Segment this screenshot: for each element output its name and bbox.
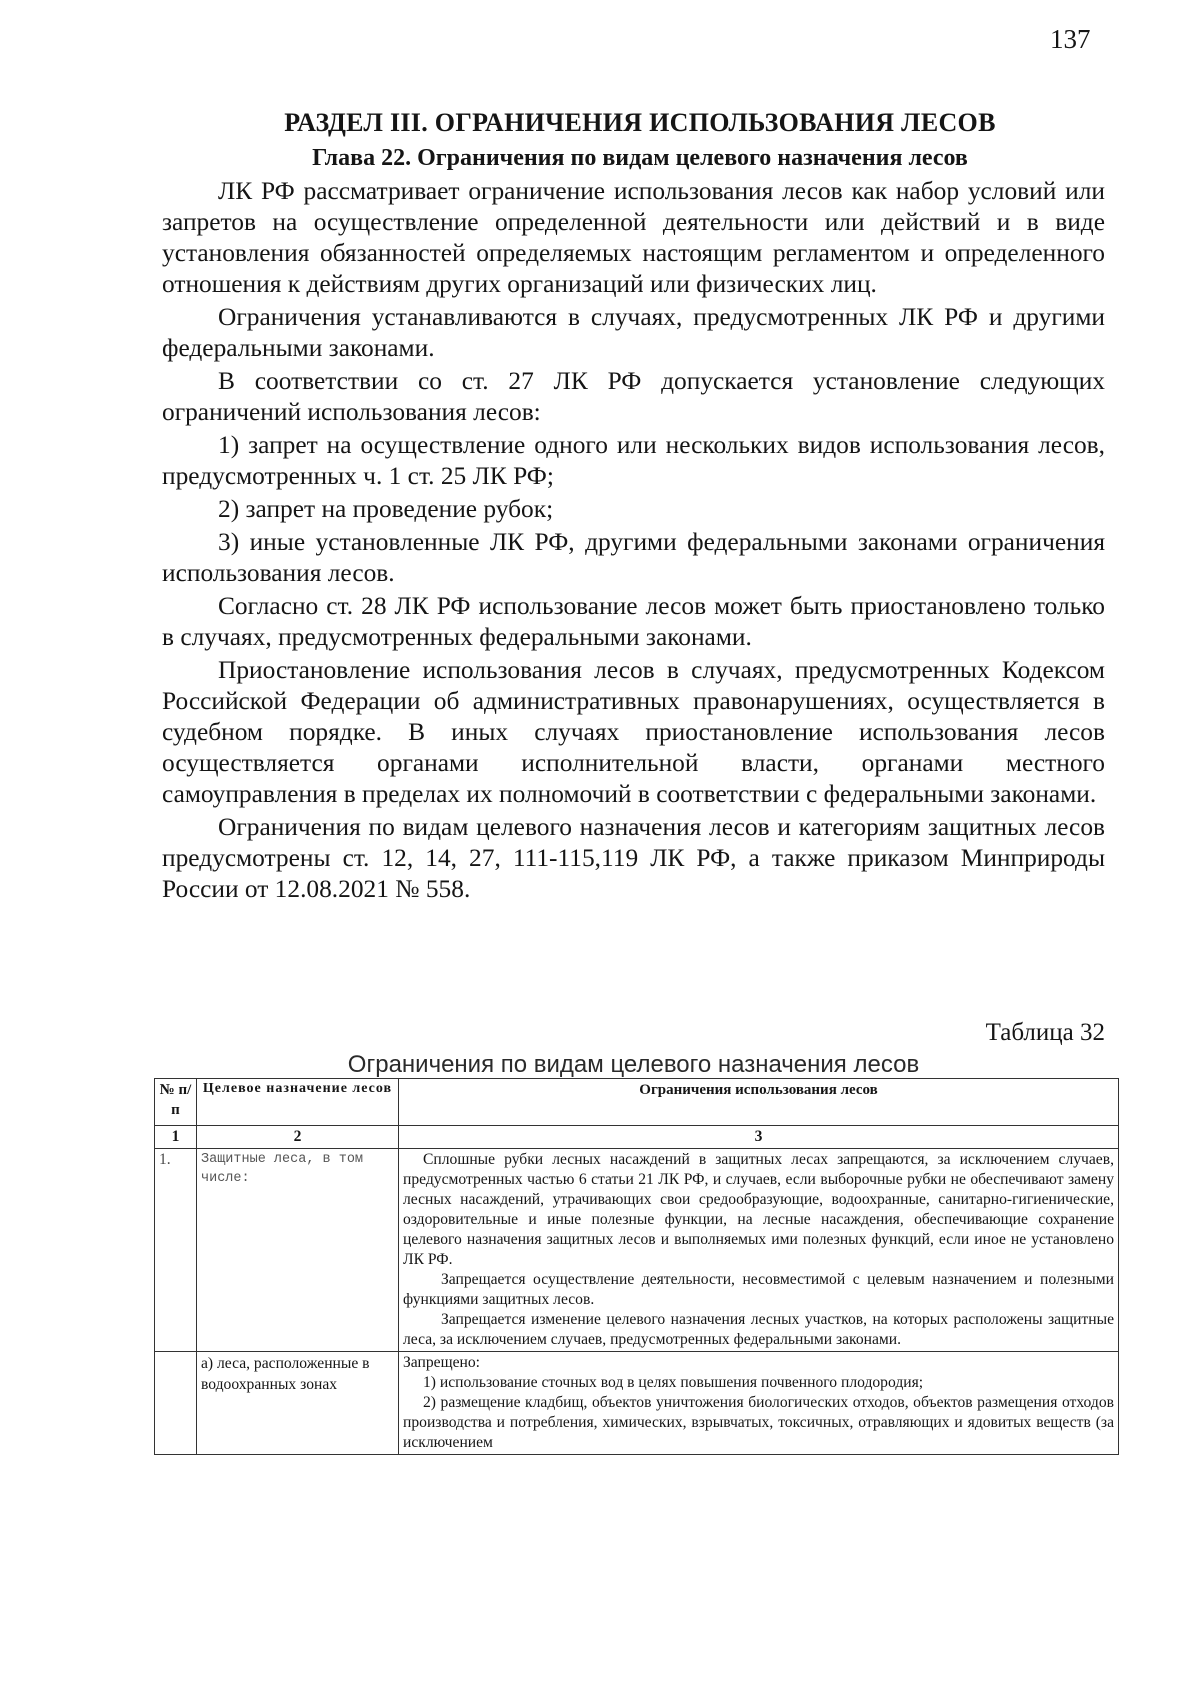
- chapter-title: Глава 22. Ограничения по видам целевого назначения лесов: [312, 145, 968, 171]
- list-item: 3) иные установленные ЛК РФ, другими федеральными законами ограничения использования лесов.: [162, 528, 1105, 587]
- header-purpose: Целевое назначение лесов: [197, 1079, 399, 1126]
- table-row: [155, 1352, 1119, 1455]
- page-number: 137: [1050, 24, 1091, 54]
- row-purpose: Защитные леса, в том числе:: [197, 1149, 399, 1352]
- body-text: [162, 176, 1105, 907]
- header-number: № п/п: [155, 1079, 197, 1126]
- paragraph: В соответствии со ст. 27 ЛК РФ допускается установление следующих ограничений использования лесов:: [162, 367, 1105, 426]
- column-number: 1: [155, 1126, 197, 1149]
- table-row: [155, 1149, 1119, 1352]
- row-number: [155, 1352, 197, 1455]
- paragraph: ЛК РФ рассматривает ограничение использования лесов как набор условий или запретов на осуществление определенной деятельности или действий и в виде установления обязанностей определяемых настоящим регламентом и определенного отношения к действиям других организаций или физических лиц.: [162, 177, 1105, 298]
- column-number-row: [155, 1126, 1119, 1149]
- row-number: 1.: [155, 1149, 197, 1352]
- paragraph: Ограничения по видам целевого назначения лесов и категориям защитных лесов предусмотрены ст. 12, 14, 27, 111-115,119 ЛК РФ, а также приказом Минприроды России от 12.08.2021 № 558.: [162, 813, 1105, 903]
- restriction-text: Запрещено:: [403, 1354, 480, 1371]
- restrictions-table: [154, 1078, 1119, 1455]
- paragraph: Приостановление использования лесов в случаях, предусмотренных Кодексом Российской Федерации об административных правонарушениях, осуществляется в судебном порядке. В иных случаях приостановление использования лесов осуществляется органами исполнительной власти, органами местного самоуправления в пределах их полномочий в соответствии с федеральными законами.: [162, 656, 1105, 808]
- paragraph: Ограничения устанавливаются в случаях, предусмотренных ЛК РФ и другими федеральными законами.: [162, 303, 1105, 362]
- row-purpose: а) леса, расположенные в водоохранных зонах: [197, 1352, 399, 1455]
- list-item: 1) запрет на осуществление одного или нескольких видов использования лесов, предусмотренных ч. 1 ст. 25 ЛК РФ;: [162, 431, 1105, 490]
- header-restrictions: Ограничения использования лесов: [399, 1079, 1119, 1126]
- restriction-text: Запрещается осуществление деятельности, несовместимой с целевым назначением и полезными функциями защитных лесов.: [403, 1271, 1114, 1308]
- restriction-text: 2) размещение кладбищ, объектов уничтожения биологических отходов, объектов размещения отходов производства и потребления, химических, взрывчатых, токсичных, отравляющих и ядовитых веществ (за исключением: [403, 1394, 1114, 1451]
- restriction-text: 1) использование сточных вод в целях повышения почвенного плодородия;: [423, 1374, 924, 1391]
- row-restrictions: [399, 1352, 1119, 1455]
- restriction-text: Запрещается изменение целевого назначения лесных участков, на которых расположены защитные леса, за исключением случаев, предусмотренных федеральными законами.: [403, 1311, 1114, 1348]
- table-number: Таблица 32: [985, 1019, 1105, 1046]
- row-restrictions: [399, 1149, 1119, 1352]
- paragraph: Согласно ст. 28 ЛК РФ использование лесов может быть приостановлено только в случаях, предусмотренных федеральными законами.: [162, 592, 1105, 651]
- table-header-row: [155, 1079, 1119, 1126]
- restriction-text: Сплошные рубки лесных насаждений в защитных лесах запрещаются, за исключением случаев, предусмотренных частью 6 статьи 21 ЛК РФ, и случаев, если выборочные рубки не обеспечивают замену лесных насаждений, утрачивающих свои средообразующие, водоохранные, санитарно-гигиенические, оздоровительные и иные полезные функции, на лесные насаждения, обеспечивающие сохранение целевого назначения защитных лесов и выполняемых ими полезных функций, если иное не установлено ЛК РФ.: [403, 1151, 1114, 1268]
- list-item: 2) запрет на проведение рубок;: [218, 495, 554, 523]
- column-number: 3: [399, 1126, 1119, 1149]
- column-number: 2: [197, 1126, 399, 1149]
- table-caption: Ограничения по видам целевого назначения лесов: [347, 1051, 920, 1078]
- section-title: РАЗДЕЛ III. ОГРАНИЧЕНИЯ ИСПОЛЬЗОВАНИЯ ЛЕСОВ: [284, 108, 996, 137]
